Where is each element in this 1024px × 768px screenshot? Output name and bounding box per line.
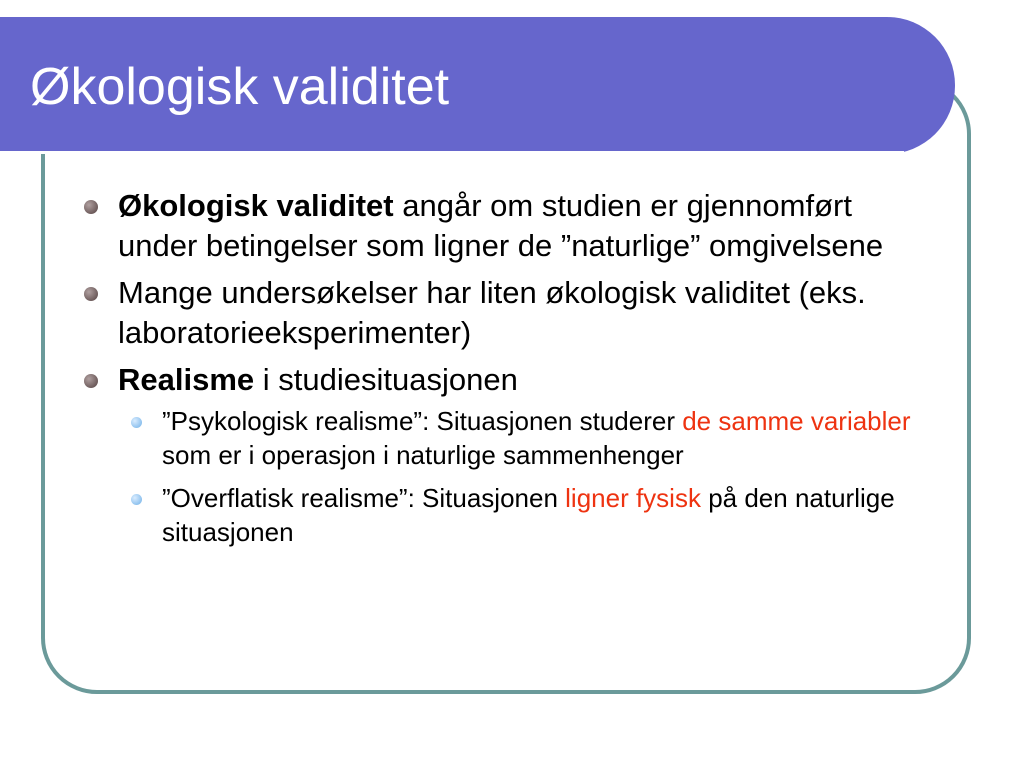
- sub-bullet-item: [76, 481, 936, 549]
- bullet-dot-icon: [84, 287, 98, 301]
- bullet-list: [76, 186, 936, 558]
- title-underline: [0, 151, 904, 154]
- sub-bullet-dot-icon: [131, 417, 142, 428]
- sub-bullet-text: som er i operasjon i naturlige sammenhenger: [162, 440, 684, 470]
- bullet-dot-icon: [84, 374, 98, 388]
- sub-bullet-text: ”Overflatisk realisme”: Situasjonen: [162, 483, 566, 513]
- sub-bullet-text: på den naturlige situasjonen: [162, 483, 895, 547]
- slide-title: Økologisk validitet: [30, 58, 450, 116]
- sub-bullet-highlight: ligner fysisk: [565, 483, 701, 513]
- sub-bullet-text: ”Psykologisk realisme”: Situasjonen studerer: [162, 406, 683, 436]
- bullet-item: [76, 360, 936, 549]
- bullet-item: [76, 186, 936, 266]
- bullet-bold-text: Økologisk validitet: [118, 188, 394, 223]
- sub-bullet-highlight: de samme variabler: [682, 406, 911, 436]
- bullet-text: angår om studien er gjennomført under betingelser som ligner de ”naturlige” omgivelsene: [118, 188, 884, 263]
- title-bar: [0, 17, 955, 154]
- bullet-bold-text: Realisme: [118, 362, 255, 397]
- bullet-item: [76, 273, 936, 353]
- bullet-text: i studiesituasjonen: [254, 362, 518, 397]
- sub-bullet-dot-icon: [131, 494, 142, 505]
- sub-bullet-list: [76, 404, 936, 549]
- bullet-dot-icon: [84, 200, 98, 214]
- bullet-text: Mange undersøkelser har liten økologisk validitet (eks. laboratorieeksperimenter): [118, 275, 866, 350]
- sub-bullet-item: [76, 404, 936, 472]
